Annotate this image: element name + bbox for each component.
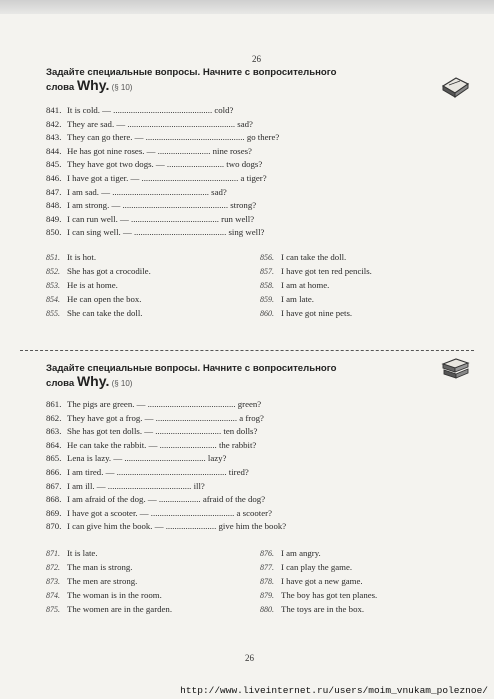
question-item bbox=[46, 480, 446, 494]
question-number: 847. bbox=[46, 186, 62, 197]
sentence-number: 873. bbox=[46, 577, 60, 586]
sentence-item bbox=[46, 306, 246, 320]
title-line-2 bbox=[46, 79, 446, 94]
sentence-text: I am late. bbox=[281, 294, 314, 304]
title-line-1: Задайте специальные вопросы. Начните с вопросительного bbox=[46, 363, 337, 374]
sentence-number: 872. bbox=[46, 563, 60, 572]
section-title bbox=[46, 362, 446, 390]
page-number-top: 26 bbox=[252, 54, 261, 64]
question-number: 869. bbox=[46, 507, 62, 518]
sentence-text: I can play the game. bbox=[281, 562, 353, 572]
question-number: 844. bbox=[46, 145, 62, 156]
sentence-number: 879. bbox=[260, 591, 274, 600]
question-list-1 bbox=[46, 104, 446, 240]
question-number: 870. bbox=[46, 521, 62, 532]
sentence-text: I have got ten red pencils. bbox=[281, 266, 372, 276]
sentence-item bbox=[260, 588, 460, 602]
title-ref: (§ 10) bbox=[109, 83, 133, 92]
sentence-col-right bbox=[260, 250, 460, 320]
question-text: They can go there. — ............................................. go there? bbox=[67, 132, 280, 143]
sentence-col-left bbox=[46, 546, 246, 616]
question-item bbox=[46, 145, 446, 159]
question-item bbox=[46, 439, 446, 453]
question-item bbox=[46, 493, 446, 507]
sentence-item bbox=[46, 264, 246, 278]
question-number: 863. bbox=[46, 426, 62, 437]
sentence-text: I am at home. bbox=[281, 280, 330, 290]
question-text: I am sad. — ............................................ sad? bbox=[67, 186, 227, 197]
question-text: I can give him the book. — ....................... give him the book? bbox=[67, 521, 287, 532]
sentence-number: 876. bbox=[260, 549, 274, 558]
question-item bbox=[46, 213, 446, 227]
exercise-section-2 bbox=[46, 362, 446, 534]
question-text: I am strong. — ................................................ strong? bbox=[67, 200, 257, 211]
question-item bbox=[46, 104, 446, 118]
question-text: I am tired. — .................................................. tired? bbox=[67, 466, 249, 477]
question-number: 868. bbox=[46, 494, 62, 505]
question-text: I am ill. — ...................................... ill? bbox=[67, 480, 205, 491]
sentence-number: 875. bbox=[46, 605, 60, 614]
question-item bbox=[46, 466, 446, 480]
question-number: 866. bbox=[46, 466, 62, 477]
sentence-text: It is hot. bbox=[67, 252, 97, 262]
title-line-1: Задайте специальные вопросы. Начните с вопросительного bbox=[46, 67, 337, 78]
question-text: I have got a scooter. — ...................................... a scooter? bbox=[67, 507, 272, 518]
sentence-number: 859. bbox=[260, 295, 274, 304]
title-prefix: слова bbox=[46, 82, 77, 93]
sentence-number: 857. bbox=[260, 267, 274, 276]
question-item bbox=[46, 398, 446, 412]
sentence-text: The men are strong. bbox=[67, 576, 138, 586]
question-item bbox=[46, 425, 446, 439]
question-text: I have got a tiger. — ............................................ a tiger? bbox=[67, 172, 267, 183]
sentence-number: 858. bbox=[260, 281, 274, 290]
sentence-item bbox=[46, 250, 246, 264]
sentence-col-right bbox=[260, 546, 460, 616]
question-text: The pigs are green. — ........................................ green? bbox=[67, 399, 262, 409]
question-number: 841. bbox=[46, 105, 62, 115]
question-item bbox=[46, 172, 446, 186]
question-number: 848. bbox=[46, 200, 62, 211]
question-text: She has got ten dolls. — .............................. ten dolls? bbox=[67, 426, 258, 437]
sentence-text: I am angry. bbox=[281, 548, 321, 558]
sentence-item bbox=[46, 560, 246, 574]
question-number: 849. bbox=[46, 213, 62, 224]
sentence-item bbox=[46, 602, 246, 616]
question-text: They have got two dogs. — .......................... two dogs? bbox=[67, 159, 263, 170]
sentence-number: 854. bbox=[46, 295, 60, 304]
question-text: They have got a frog. — ..................................... a frog? bbox=[67, 412, 264, 423]
question-list-2 bbox=[46, 398, 446, 534]
sentence-item bbox=[260, 250, 460, 264]
question-item bbox=[46, 131, 446, 145]
section-divider bbox=[20, 350, 474, 351]
sentence-text: The boy has got ten planes. bbox=[281, 590, 378, 600]
sentence-item bbox=[260, 602, 460, 616]
question-item bbox=[46, 226, 446, 240]
sentence-number: 853. bbox=[46, 281, 60, 290]
sentence-item bbox=[260, 264, 460, 278]
exercise-section-1 bbox=[46, 66, 446, 240]
question-number: 845. bbox=[46, 159, 62, 170]
sentence-grid-2 bbox=[46, 546, 446, 621]
sentence-text: I have got nine pets. bbox=[281, 308, 353, 318]
question-number: 846. bbox=[46, 172, 62, 183]
sentence-text: He can open the box. bbox=[67, 294, 142, 304]
question-text: He has got nine roses. — ........................ nine roses? bbox=[67, 145, 252, 156]
sentence-item bbox=[46, 588, 246, 602]
question-number: 842. bbox=[46, 118, 62, 129]
section-title bbox=[46, 66, 446, 94]
sentence-number: 874. bbox=[46, 591, 60, 600]
scan-top-edge bbox=[0, 0, 494, 14]
question-number: 864. bbox=[46, 439, 62, 450]
sentence-item bbox=[260, 292, 460, 306]
sentence-text: The women are in the garden. bbox=[67, 604, 173, 614]
question-item bbox=[46, 118, 446, 132]
sentence-item bbox=[260, 574, 460, 588]
question-item bbox=[46, 412, 446, 426]
question-item bbox=[46, 520, 446, 534]
sentence-number: 877. bbox=[260, 563, 274, 572]
question-item bbox=[46, 158, 446, 172]
title-word-why: Why. bbox=[76, 373, 110, 389]
question-number: 862. bbox=[46, 412, 62, 423]
question-text: Lena is lazy. — ..................................... lazy? bbox=[67, 453, 227, 464]
question-text: They are sad. — ................................................. sad? bbox=[67, 118, 253, 129]
sentence-number: 851. bbox=[46, 253, 60, 262]
sentence-number: 871. bbox=[46, 549, 60, 558]
title-word-why: Why. bbox=[76, 77, 110, 93]
sentence-text: The woman is in the room. bbox=[67, 590, 162, 600]
question-item bbox=[46, 452, 446, 466]
sentence-number: 880. bbox=[260, 605, 274, 614]
sentence-item bbox=[46, 574, 246, 588]
title-line-2 bbox=[46, 375, 446, 390]
sentence-text: The man is strong. bbox=[67, 562, 133, 572]
question-text: I can sing well. — .......................................... sing well? bbox=[67, 227, 265, 238]
question-item bbox=[46, 186, 446, 200]
sentence-text: I can take the doll. bbox=[281, 252, 347, 262]
sentence-grid-1 bbox=[46, 250, 446, 325]
sentence-text: I have got a new game. bbox=[281, 576, 363, 586]
sentence-number: 856. bbox=[260, 253, 274, 262]
sentence-number: 860. bbox=[260, 309, 274, 318]
question-text: He can take the rabbit. — .......................... the rabbit? bbox=[67, 439, 257, 450]
footer-url-link[interactable]: http://www.liveinternet.ru/users/moim_vnukam_poleznoe/ bbox=[180, 685, 488, 696]
sentence-number: 855. bbox=[46, 309, 60, 318]
question-number: 850. bbox=[46, 227, 62, 238]
sentence-text: She has got a crocodile. bbox=[67, 266, 151, 276]
sentence-item bbox=[46, 292, 246, 306]
sentence-col-left bbox=[46, 250, 246, 320]
sentence-number: 852. bbox=[46, 267, 60, 276]
sentence-item bbox=[260, 278, 460, 292]
question-number: 861. bbox=[46, 399, 62, 409]
sentence-text: She can take the doll. bbox=[67, 308, 143, 318]
question-text: I can run well. — ........................................ run well? bbox=[67, 213, 255, 224]
page-number-bottom: 26 bbox=[245, 653, 254, 663]
question-item bbox=[46, 507, 446, 521]
question-text: It is cold. — ............................................. cold? bbox=[67, 105, 234, 115]
sentence-item bbox=[260, 560, 460, 574]
question-number: 865. bbox=[46, 453, 62, 464]
question-item bbox=[46, 199, 446, 213]
sentence-item bbox=[46, 278, 246, 292]
question-number: 843. bbox=[46, 132, 62, 143]
sentence-text: The toys are in the box. bbox=[281, 604, 365, 614]
title-ref: (§ 10) bbox=[109, 379, 133, 388]
sentence-text: He is at home. bbox=[67, 280, 118, 290]
question-text: I am afraid of the dog. — ................... afraid of the dog? bbox=[67, 494, 266, 505]
sentence-item bbox=[260, 306, 460, 320]
question-number: 867. bbox=[46, 480, 62, 491]
sentence-item bbox=[260, 546, 460, 560]
sentence-text: It is late. bbox=[67, 548, 98, 558]
title-prefix: слова bbox=[46, 378, 77, 389]
sentence-item bbox=[46, 546, 246, 560]
sentence-number: 878. bbox=[260, 577, 274, 586]
